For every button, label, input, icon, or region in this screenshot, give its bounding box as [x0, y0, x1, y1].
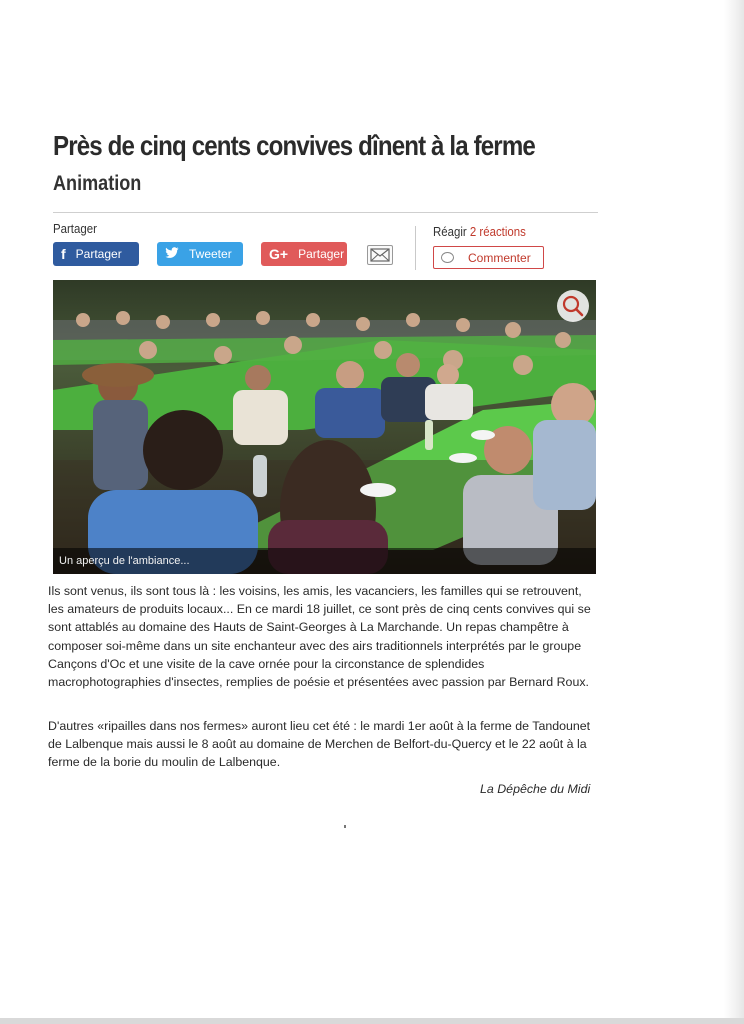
- scan-edge-bottom: [0, 1018, 744, 1024]
- facebook-share-button[interactable]: [53, 242, 139, 266]
- crowd-photo-illustration: [53, 280, 596, 574]
- vertical-divider: [415, 226, 416, 270]
- twitter-share-button[interactable]: [157, 242, 243, 266]
- comment-label: Commenter: [468, 250, 531, 265]
- speech-bubble-icon: [441, 252, 454, 263]
- article-title: Près de cinq cents convives dînent à la ferme: [53, 130, 535, 161]
- scan-speck: [344, 825, 346, 828]
- magnifier-icon: [557, 290, 589, 322]
- photo-caption: Un aperçu de l'ambiance...: [53, 548, 596, 574]
- share-label: Partager: [53, 221, 97, 236]
- zoom-button[interactable]: [557, 290, 589, 322]
- scan-edge: [724, 0, 744, 1024]
- reactions-count-link[interactable]: 2 réactions: [469, 224, 526, 239]
- twitter-bird-icon: [165, 246, 179, 262]
- reactions-header: [433, 224, 526, 239]
- email-share-button[interactable]: [367, 245, 393, 265]
- article-photo[interactable]: [53, 280, 596, 574]
- facebook-share-label: Partager: [75, 247, 122, 261]
- facebook-icon: f: [61, 246, 66, 262]
- googleplus-icon: G+: [269, 246, 289, 262]
- twitter-share-label: Tweeter: [189, 247, 232, 261]
- divider: [53, 212, 598, 213]
- source-credit: La Dépêche du Midi: [480, 782, 591, 796]
- section-label: Animation: [53, 172, 142, 195]
- envelope-icon: [368, 246, 392, 264]
- googleplus-share-button[interactable]: [261, 242, 347, 266]
- googleplus-share-label: Partager: [298, 247, 345, 261]
- react-label: Réagir: [433, 224, 467, 239]
- comment-button[interactable]: [433, 246, 544, 269]
- body-paragraph: D'autres «ripailles dans nos fermes» auront lieu cet été : le mardi 1er août à la ferme de Tandounet de Lalbenque mais aussi le 8 août au domaine de Merchen de Belfort-du-Quercy et le 22 août à la ferme de la borie du moulin de Lalbenque.: [48, 719, 591, 770]
- body-paragraph: Ils sont venus, ils sont tous là : les voisins, les amis, les vacanciers, les familles qui se retrouvent, les amateurs de produits locaux... En ce mardi 18 juillet, ce sont près de cinq cents convives qui se sont attablés au domaine des Hauts de Saint-Georges à La Marchande. Un repas champêtre à composer soi-même dans un site enchanteur avec des airs traditionnels interprétés par le groupe Cançons d'Oc et une visite de la cave ornée pour la circonstance de splendides macrophotographies d'insectes, remplies de poésie et présentées avec passion par Bernard Roux.: [48, 584, 591, 690]
